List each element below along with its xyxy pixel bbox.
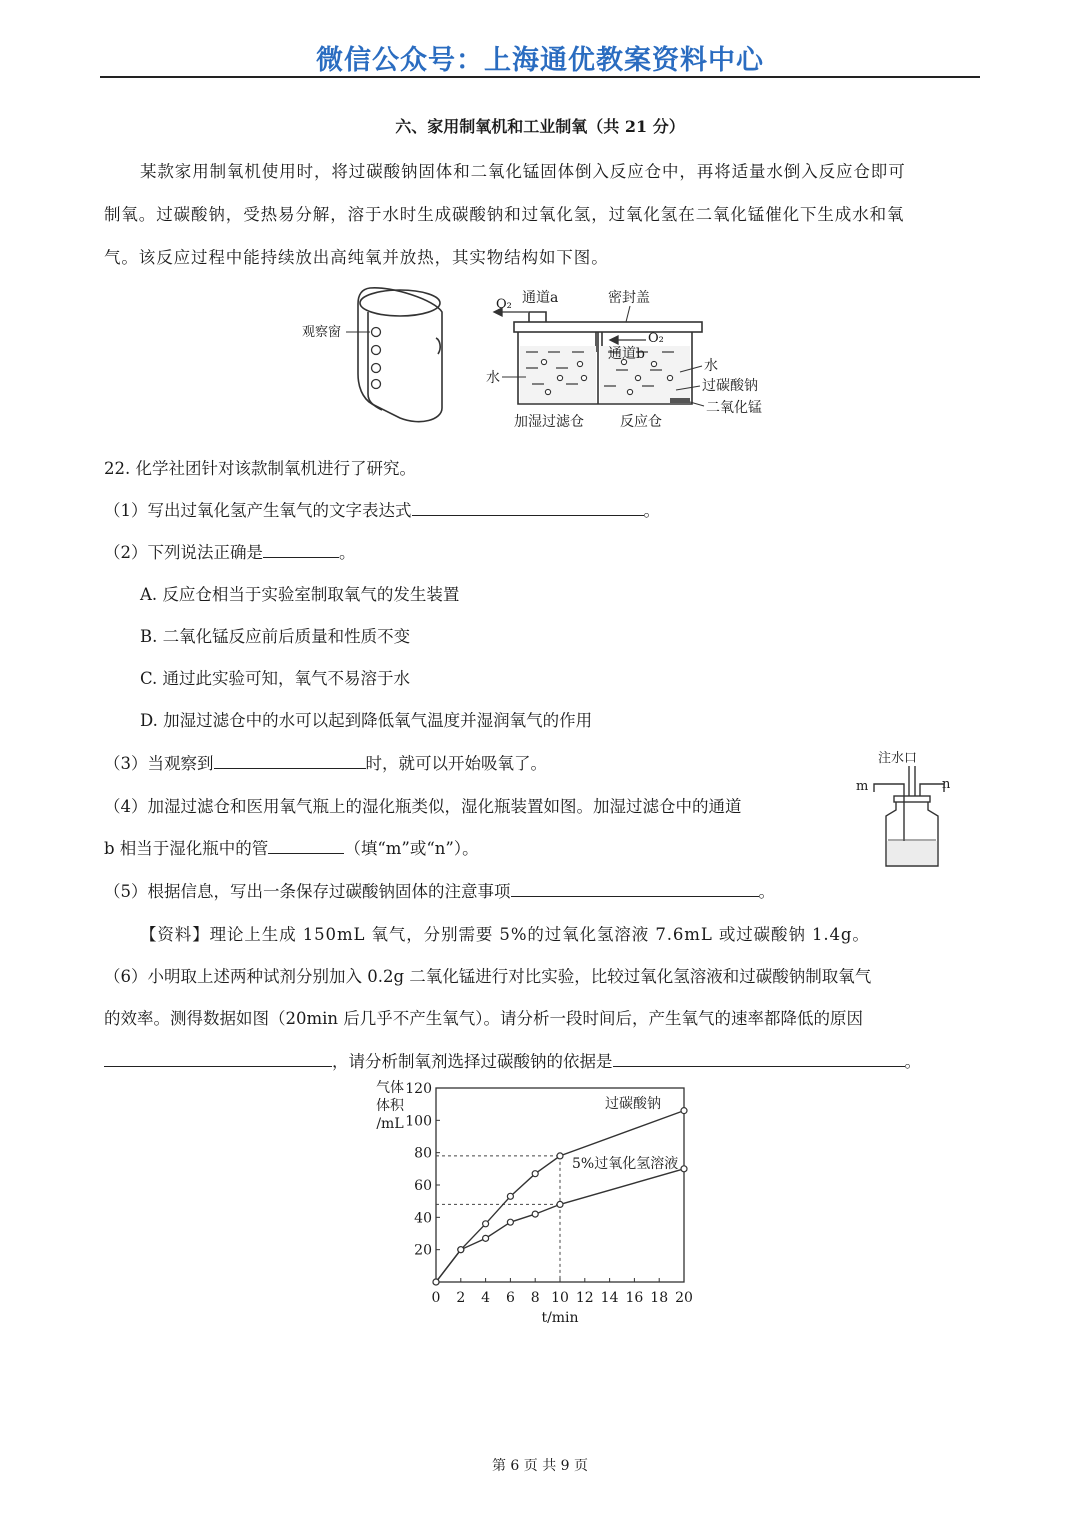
y-tick-label: 80: [414, 1145, 432, 1162]
x-tick-label: 20: [675, 1290, 693, 1306]
option-c: C. 通过此实验可知，氧气不易溶于水: [140, 669, 411, 688]
q2-end: 。: [339, 543, 356, 562]
q3: [104, 750, 547, 774]
mno2-layer: [670, 398, 690, 403]
x-tick-label: 16: [625, 1290, 644, 1306]
x-tick-label: 4: [481, 1290, 491, 1306]
intro-line-2: 制氧。过碳酸钠，受热易分解，溶于水时生成碳酸钠和过氧化氢，过氧化氢在二氧化锰催化下生成水和氧: [104, 205, 905, 224]
q4-line-1: （4）加湿过滤仓和医用氧气瓶上的湿化瓶类似，湿化瓶装置如图。加湿过滤仓中的通道: [104, 797, 742, 816]
data-point: [557, 1201, 563, 1207]
channel-b-label: 通道b: [608, 346, 645, 362]
o2-out-label: O₂: [496, 297, 512, 312]
data-point: [483, 1221, 489, 1227]
channel-a-label: 通道a: [522, 290, 559, 306]
q2-blank[interactable]: [263, 542, 339, 558]
q6-blank-2[interactable]: [613, 1051, 905, 1067]
chart-series: [433, 1095, 687, 1285]
y-label-line: 气体: [376, 1080, 404, 1096]
header-rule: [100, 76, 980, 78]
info-note: 【资料】理论上生成 150mL 氧气，分别需要 5%的过氧化氢溶液 7.6mL 或过碳酸钠 1.4g。: [140, 925, 870, 944]
reaction-chamber-label: 反应仓: [620, 414, 662, 430]
q4-line-2: [104, 835, 479, 859]
observation-window-dots: [372, 328, 381, 389]
water-left-label: 水: [486, 370, 500, 386]
y-axis-label: [376, 1079, 405, 1132]
x-tick-label: 2: [456, 1290, 466, 1306]
percarbonate-label: 过碳酸钠: [702, 378, 758, 394]
arrows: [494, 308, 646, 344]
mno2-label: 二氧化锰: [706, 400, 762, 416]
y-tick-label: 60: [414, 1178, 432, 1194]
header-title: 微信公众号：上海通优教案资料中心: [316, 45, 764, 76]
section-title: 六、家用制氧机和工业制氧（共 21 分）: [395, 117, 685, 136]
x-tick-label: 6: [505, 1290, 515, 1306]
data-point: [507, 1219, 513, 1225]
series-label: 5%过氧化氢溶液: [572, 1156, 679, 1172]
axis-ticks: [405, 1081, 693, 1306]
reference-lines: [436, 1156, 560, 1282]
q6-blank-1[interactable]: [104, 1051, 332, 1067]
n-label: n: [942, 777, 951, 792]
inlet-label: 注水口: [878, 751, 918, 766]
y-label-line: 体积: [376, 1098, 404, 1114]
intro-line-3: 气。该反应过程中能持续放出高纯氧并放热，其实物结构如下图。: [104, 248, 609, 267]
observation-window-label: 观察窗: [302, 325, 342, 340]
data-point: [433, 1279, 439, 1285]
question-stem: 22. 化学社团针对该款制氧机进行了研究。: [104, 459, 416, 478]
option-d: D. 加湿过滤仓中的水可以起到降低氧气温度并湿润氧气的作用: [140, 711, 593, 730]
x-tick-label: 10: [551, 1290, 569, 1306]
q2: [104, 539, 356, 563]
q5-end: 。: [758, 882, 775, 901]
x-tick-label: 14: [600, 1290, 619, 1306]
x-axis-label: t/min: [541, 1310, 579, 1326]
filter-chamber-label: 加湿过滤仓: [514, 414, 584, 430]
data-point: [458, 1247, 464, 1253]
data-point: [532, 1211, 538, 1217]
q6-mid: ，请分析制氧剂选择过碳酸钠的依据是: [332, 1052, 613, 1071]
q3-blank[interactable]: [214, 753, 366, 769]
series-line: [436, 1111, 684, 1282]
option-b: B. 二氧化锰反应前后质量和性质不变: [140, 627, 411, 646]
page-footer: 第 6 页 共 9 页: [491, 1458, 589, 1474]
y-tick-label: 100: [405, 1113, 432, 1130]
q6-line-1: （6）小明取上述两种试剂分别加入 0.2g 二氧化锰进行对比实验，比较过氧化氢溶液和过碳酸钠制取氧气: [104, 967, 872, 986]
q5-text: （5）根据信息，写出一条保存过碳酸钠固体的注意事项: [104, 882, 511, 901]
water-right-label: 水: [704, 358, 718, 374]
x-tick-label: 0: [431, 1290, 441, 1306]
q6-line-3: [104, 1048, 921, 1072]
data-point: [557, 1153, 563, 1159]
q3-text-2: 时，就可以开始吸氧了。: [365, 754, 547, 773]
o2-inner-label: O₂: [648, 331, 664, 346]
q1-blank[interactable]: [412, 500, 644, 516]
y-tick-label: 20: [414, 1242, 432, 1259]
data-point: [681, 1166, 687, 1172]
x-tick-label: 8: [530, 1290, 540, 1306]
data-point: [681, 1108, 687, 1114]
q1: [104, 497, 660, 521]
data-point: [483, 1235, 489, 1241]
q4-text-2: （填“m”或“n”）。: [344, 839, 479, 858]
lid-label: 密封盖: [608, 290, 650, 306]
x-tick-label: 18: [650, 1290, 669, 1306]
q6-line-2: 的效率。测得数据如图（20min 后几乎不产生氧气）。请分析一段时间后，产生氧气的速率都降低的原因: [104, 1009, 864, 1028]
q5-blank[interactable]: [511, 881, 759, 897]
intro-line-1: 某款家用制氧机使用时，将过碳酸钠固体和二氧化锰固体倒入反应仓中，再将适量水倒入反应仓即可: [140, 162, 906, 181]
series-label: 过碳酸钠: [605, 1096, 661, 1112]
m-label: m: [856, 779, 869, 794]
q6-end: 。: [904, 1052, 921, 1071]
option-a: A. 反应仓相当于实验室制取氧气的发生装置: [140, 585, 460, 604]
q5: [104, 878, 775, 902]
y-tick-label: 120: [405, 1081, 432, 1097]
q3-text: （3）当观察到: [104, 754, 214, 773]
oxygen-volume-chart: [360, 1076, 710, 1338]
device-outline: [358, 288, 442, 422]
oxygen-machine-figure: [300, 282, 790, 434]
q4-blank[interactable]: [268, 838, 344, 854]
x-tick-label: 12: [575, 1290, 594, 1306]
humidifier-bottle-figure: [852, 744, 962, 870]
q4-text: b 相当于湿化瓶中的管: [104, 839, 269, 858]
q2-text: （2）下列说法正确是: [104, 543, 263, 562]
q1-end: 。: [643, 501, 660, 520]
y-tick-label: 40: [414, 1210, 432, 1227]
q1-text: （1）写出过氧化氢产生氧气的文字表达式: [104, 501, 412, 520]
data-point: [532, 1171, 538, 1177]
data-point: [507, 1193, 513, 1199]
y-label-line: /mL: [376, 1116, 404, 1132]
